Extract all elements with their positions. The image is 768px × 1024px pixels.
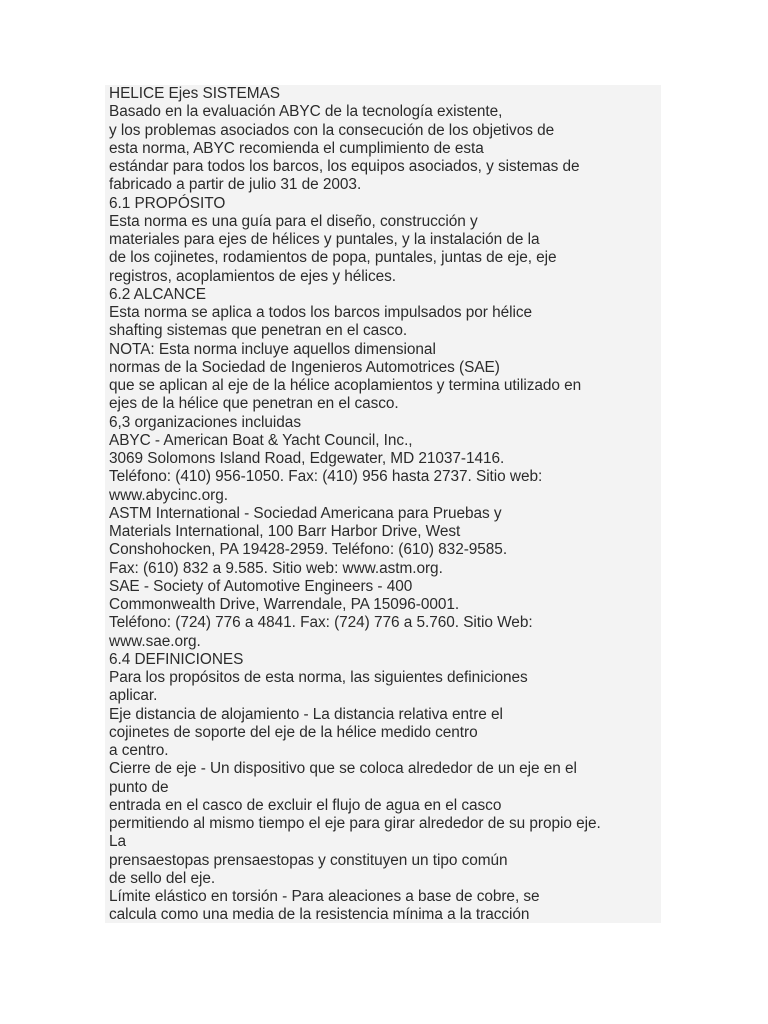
text-line: esta norma, ABYC recomienda el cumplimiento de esta — [109, 139, 484, 157]
text-line: shafting sistemas que penetran en el casco. — [109, 322, 408, 340]
text-line: estándar para todos los barcos, los equipos asociados, y sistemas de — [109, 158, 580, 175]
text-line: www.sae.org. — [109, 632, 201, 650]
text-line: 3069 Solomons Island Road, Edgewater, MD 21037-1416. — [109, 450, 505, 467]
text-line: Para los propósitos de esta norma, las siguientes definiciones — [109, 669, 528, 686]
text-line: entrada en el casco de excluir el flujo de agua en el casco — [109, 796, 502, 814]
text-line: ejes de la hélice que penetran en el casco. — [109, 395, 399, 413]
text-line: Teléfono: (410) 956-1050. Fax: (410) 956 hasta 2737. Sitio web: — [109, 468, 543, 486]
text-line: SAE - Society of Automotive Engineers - 400 — [109, 577, 413, 595]
text-line: Límite elástico en torsión - Para aleaciones a base de cobre, se — [109, 888, 540, 905]
text-line: Conshohocken, PA 19428-2959. Teléfono: (610) 832-9585. — [109, 541, 508, 559]
text-line: ASTM International - Sociedad Americana para Pruebas y — [109, 504, 502, 522]
text-line: La — [109, 833, 127, 851]
text-line: y los problemas asociados con la consecución de los objetivos de — [109, 121, 555, 139]
text-line: Basado en la evaluación ABYC de la tecnología existente, — [109, 103, 503, 121]
section-heading: 6.2 ALCANCE — [109, 285, 206, 303]
text-line: prensaestopas prensaestopas y constituyen un tipo común — [109, 851, 508, 869]
text-line: a centro. — [109, 742, 169, 759]
text-line: fabricado a partir de julio 31 de 2003. — [109, 176, 362, 194]
text-line: Teléfono: (724) 776 a 4841. Fax: (724) 776 a 5.760. Sitio Web: — [109, 614, 533, 632]
text-line: Esta norma es una guía para el diseño, construcción y — [109, 212, 478, 230]
text-line: cojinetes de soporte del eje de la hélice medido centro — [109, 723, 478, 741]
text-line: Commonwealth Drive, Warrendale, PA 15096-0001. — [109, 596, 460, 613]
text-line: que se aplican al eje de la hélice acoplamientos y termina utilizado en — [109, 377, 582, 394]
text-line: normas de la Sociedad de Ingenieros Automotrices (SAE) — [109, 358, 500, 376]
document-title: HELICE Ejes SISTEMAS — [109, 85, 280, 102]
text-line: NOTA: Esta norma incluye aquellos dimensional — [109, 340, 436, 358]
text-line: Materials International, 100 Barr Harbor Drive, West — [109, 523, 461, 540]
text-line: calcula como una media de la resistencia mínima a la tracción — [109, 906, 530, 923]
text-line: aplicar. — [109, 687, 158, 705]
section-heading: 6,3 organizaciones incluidas — [109, 413, 301, 431]
text-line: Cierre de eje - Un dispositivo que se coloca alrededor de un eje en el — [109, 760, 577, 778]
document-text-block — [105, 85, 661, 923]
text-line: ABYC - American Boat & Yacht Council, Inc., — [109, 431, 413, 449]
text-line: de sello del eje. — [109, 869, 216, 887]
text-line: Esta norma se aplica a todos los barcos impulsados por hélice — [109, 304, 532, 321]
text-line: Fax: (610) 832 a 9.585. Sitio web: www.astm.org. — [109, 559, 443, 577]
section-heading: 6.4 DEFINICIONES — [109, 650, 244, 668]
text-line: Eje distancia de alojamiento - La distancia relativa entre el — [109, 705, 503, 723]
text-line: permitiendo al mismo tiempo el eje para girar alrededor de su propio eje. — [109, 815, 601, 832]
text-line: materiales para ejes de hélices y puntales, y la instalación de la — [109, 231, 540, 248]
text-line: registros, acoplamientos de ejes y hélices. — [109, 267, 396, 285]
section-heading: 6.1 PROPÓSITO — [109, 194, 226, 212]
text-line: www.abycinc.org. — [109, 486, 228, 504]
text-line: punto de — [109, 778, 169, 796]
text-line: de los cojinetes, rodamientos de popa, puntales, juntas de eje, eje — [109, 249, 557, 267]
